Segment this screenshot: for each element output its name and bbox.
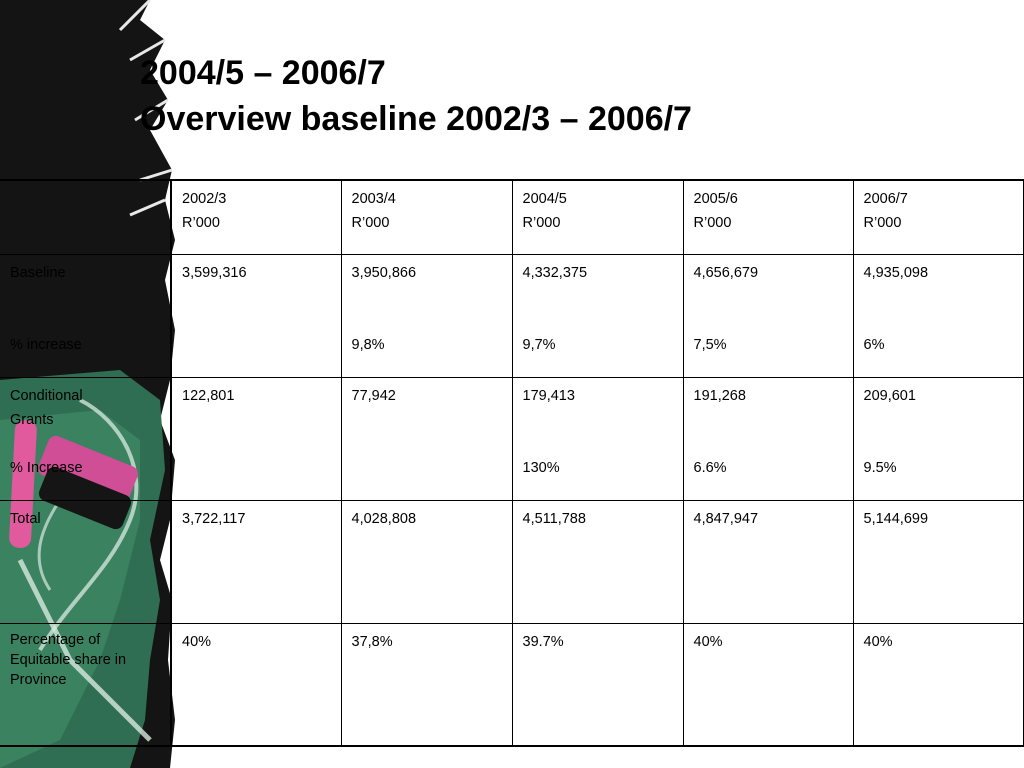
header-year: 2005/6 [693,191,738,207]
table-cell [853,500,1024,623]
table-cell [171,377,341,500]
cell-increase: 9.5% [863,459,897,476]
header-unit: R’000 [863,215,902,231]
cell-increase: 7,5% [693,336,727,353]
header-year: 2003/4 [351,191,396,207]
header-cell [683,180,853,254]
total-row [0,500,1024,623]
table-cell [683,254,853,377]
cell-value: 4,656,679 [693,264,759,281]
cell-value: 40% [182,633,212,650]
table-cell [341,500,512,623]
header-unit: R’000 [693,215,732,231]
table-cell [171,254,341,377]
conditional-grants-row [0,377,1024,500]
table-cell [512,254,683,377]
cell-value: 4,511,788 [522,510,586,527]
header-row [0,180,1024,254]
cell-increase: 6% [863,336,885,353]
header-unit: R’000 [522,215,561,231]
row-label [0,254,171,377]
page-title [140,50,692,142]
cell-increase: 9,7% [522,336,556,353]
cell-value: 209,601 [863,387,916,404]
header-year: 2006/7 [863,191,908,207]
header-cell [341,180,512,254]
header-empty-cell [0,180,171,254]
cell-value: 3,599,316 [182,264,247,281]
cell-value: 191,268 [693,387,746,404]
title-line-1: 2004/5 – 2006/7 [140,54,386,92]
equitable-label-line: Province [10,671,67,688]
increase-label: % Increase [10,459,83,476]
header-unit: R’000 [351,215,390,231]
cell-value: 77,942 [351,387,396,404]
equitable-label-line: Equitable share in [10,651,127,668]
header-unit: R’000 [182,215,220,231]
cell-value: 4,935,098 [863,264,929,281]
cell-value: 179,413 [522,387,575,404]
cell-increase: 9,8% [351,336,385,353]
table-cell [341,377,512,500]
grants-label: Grants [10,411,54,428]
cell-value: 40% [863,633,893,650]
table-cell [683,500,853,623]
total-label: Total [10,510,41,527]
increase-label: % increase [10,336,82,353]
title-line-2: Overview baseline 2002/3 – 2006/7 [140,100,692,138]
cell-value: 3,722,117 [182,510,246,527]
header-cell [171,180,341,254]
cell-increase: 6.6% [693,459,727,476]
budget-table [0,179,1024,747]
equitable-label-line: Percentage of [10,631,101,648]
cell-value: 4,332,375 [522,264,588,281]
cell-value: 122,801 [182,387,235,404]
header-cell [853,180,1024,254]
table-cell [512,500,683,623]
table-cell [853,623,1024,746]
table-cell [512,377,683,500]
table-cell [171,623,341,746]
cell-increase: 130% [522,459,560,476]
cell-value: 39.7% [522,633,564,650]
row-label [0,500,171,623]
table-cell [683,623,853,746]
header-year: 2004/5 [522,191,567,207]
equitable-share-row [0,623,1024,746]
row-label [0,377,171,500]
table-cell [341,623,512,746]
baseline-label: Baseline [10,264,66,281]
row-label [0,623,171,746]
table-cell [512,623,683,746]
cell-value: 37,8% [351,633,393,650]
table-cell [853,377,1024,500]
cell-value: 40% [693,633,723,650]
table-cell [853,254,1024,377]
cell-value: 4,847,947 [693,510,759,527]
header-cell [512,180,683,254]
table-cell [683,377,853,500]
header-year: 2002/3 [182,191,227,207]
conditional-label: Conditional [10,387,83,404]
cell-value: 4,028,808 [351,510,417,527]
baseline-row [0,254,1024,377]
cell-value: 3,950,866 [351,264,417,281]
table-cell [171,500,341,623]
cell-value: 5,144,699 [863,510,929,527]
table-cell [341,254,512,377]
